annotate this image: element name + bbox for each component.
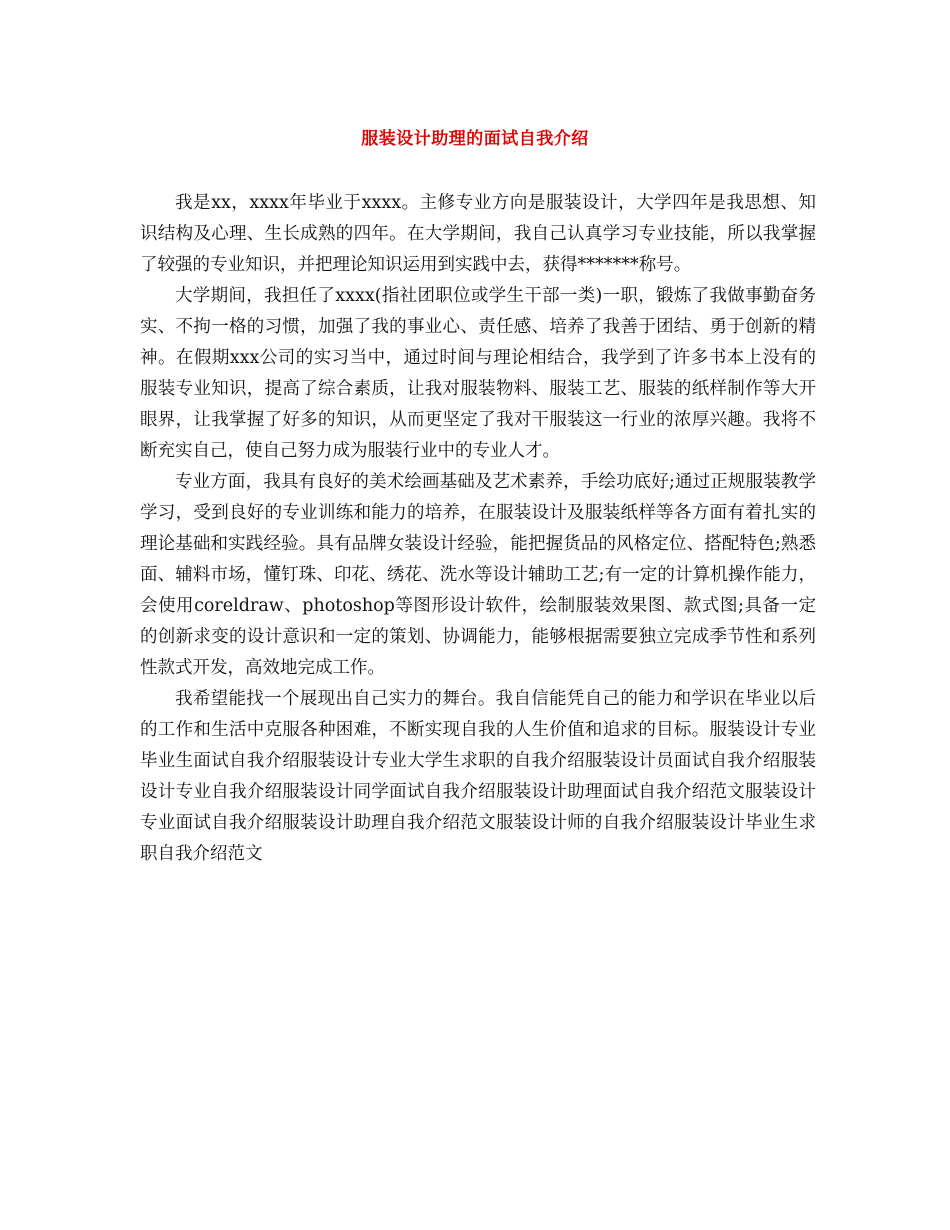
paragraph-intro: 我是xx，xxxx年毕业于xxxx。主修专业方向是服装设计，大学四年是我思想、知识结构及心理、生长成熟的四年。在大学期间，我自己认真学习专业技能，所以我掌握了较强的专业知识，并把理论知识运用到实践中去，获得*******称号。 bbox=[140, 193, 816, 275]
paragraph-closing: 我希望能找一个展现出自己实力的舞台。我自信能凭自己的能力和学识在毕业以后的工作和生活中克服各种困难，不断实现自我的人生价值和追求的目标。服装设计专业毕业生面试自我介绍服装设计专业大学生求职的自我介绍服装设计员面试自我介绍服装设计专业自我介绍服装设计同学面试自我介绍服装设计助理面试自我介绍范文服装设计专业面试自我介绍服装设计助理自我介绍范文服装设计师的自我介绍服装设计毕业生求职自我介绍范文 bbox=[140, 689, 816, 864]
document-body bbox=[140, 188, 816, 870]
document-title: 服装设计助理的面试自我介绍 bbox=[361, 129, 589, 149]
paragraph-professional: 专业方面，我具有良好的美术绘画基础及艺术素养，手绘功底好;通过正规服装教学学习，受到良好的专业训练和能力的培养，在服装设计及服装纸样等各方面有着扎实的理论基础和实践经验。具有品牌女装设计经验，能把握货品的风格定位、搭配特色;熟悉面、辅料市场，懂钉珠、印花、绣花、洗水等设计辅助工艺;有一定的计算机操作能力，会使用coreldraw、photoshop等图形设计软件，绘制服装效果图、款式图;具备一定的创新求变的设计意识和一定的策划、协调能力，能够根据需要独立完成季节性和系列性款式开发，高效地完成工作。 bbox=[140, 472, 816, 678]
paragraph-university: 大学期间，我担任了xxxx(指社团职位或学生干部一类)一职，锻炼了我做事勤奋务实、不拘一格的习惯，加强了我的事业心、责任感、培养了我善于团结、勇于创新的精神。在假期xxx公司的实习当中，通过时间与理论相结合，我学到了许多书本上没有的服装专业知识，提高了综合素质，让我对服装物料、服装工艺、服装的纸样制作等大开眼界，让我掌握了好多的知识，从而更坚定了我对干服装这一行业的浓厚兴趣。我将不断充实自己，使自己努力成为服装行业中的专业人才。 bbox=[140, 286, 816, 461]
